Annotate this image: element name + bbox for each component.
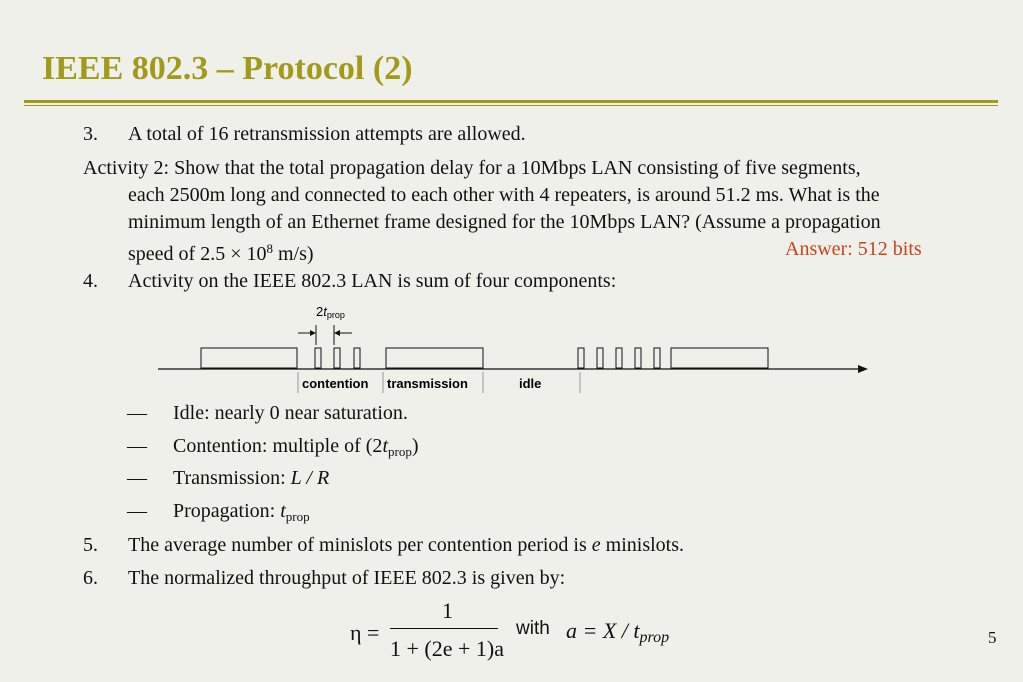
speed-unit: m/s) [272, 243, 314, 265]
title-rule [24, 100, 998, 103]
formula-a-definition: $a = X / t_{prop}$ [566, 618, 670, 646]
segment-label-contention: contention [302, 376, 369, 391]
formula-denominator: 1 + (2e + 1)a [390, 636, 504, 661]
segment-label-idle: idle [519, 376, 542, 391]
fraction-bar [390, 628, 498, 629]
list-number: 3. [83, 123, 98, 145]
list-text: The average number of minislots per contention period is e minislots. [128, 534, 685, 556]
dash-marker: — [127, 500, 147, 522]
minislot [334, 348, 340, 368]
formula-eta: η = [350, 620, 380, 645]
segment-label-transmission: transmission [387, 376, 468, 391]
frame-block [386, 348, 483, 368]
channel-activity-diagram [150, 300, 880, 400]
arrowhead-right [334, 330, 340, 336]
sub-item-text: Transmission: L / R [173, 467, 330, 489]
activity-line-4 [128, 237, 314, 266]
list-number: 5. [83, 534, 98, 556]
minislot [578, 348, 584, 368]
frame-block [201, 348, 297, 368]
list-number: 4. [83, 270, 98, 292]
arrowhead-left [310, 330, 316, 336]
slide-title: IEEE 802.3 – Protocol (2) [42, 50, 413, 87]
minislot [616, 348, 622, 368]
answer-text: Answer: 512 bits [785, 238, 922, 260]
speed-text: speed of 2.5 × 10 [128, 243, 267, 265]
formula-with: with [516, 618, 550, 639]
title-rule-thin [24, 105, 998, 106]
minislot [654, 348, 660, 368]
time-axis-arrowhead [858, 365, 868, 373]
sub-item-text: Idle: nearly 0 near saturation. [173, 402, 408, 424]
speed-exponent: 8 [266, 241, 273, 256]
minislot [597, 348, 603, 368]
list-text: The normalized throughput of IEEE 802.3 is given by: [128, 567, 566, 589]
frame-block [671, 348, 768, 368]
minislot [354, 348, 360, 368]
sub-item-text: Contention: multiple of $(2t_{prop})$ [173, 435, 419, 459]
minislot [635, 348, 641, 368]
dash-marker: — [127, 467, 147, 489]
throughput-formula [350, 598, 690, 668]
dash-marker: — [127, 402, 147, 424]
minislot [315, 348, 321, 368]
list-number: 6. [83, 567, 98, 589]
list-text: A total of 16 retransmission attempts are allowed. [128, 123, 526, 145]
activity-line-1: Activity 2: Show that the total propagation delay for a 10Mbps LAN consisting of five segments, [83, 157, 861, 179]
dash-marker: — [127, 435, 147, 457]
page-number: 5 [988, 628, 997, 647]
activity-line-2: each 2500m long and connected to each other with 4 repeaters, is around 51.2 ms. What is the [128, 184, 880, 206]
sub-item-text: Propagation: $t_{prop}$ [173, 500, 310, 524]
list-text: Activity on the IEEE 802.3 LAN is sum of four components: [128, 270, 617, 292]
label-2t: 2tprop [316, 304, 345, 320]
activity-line-3: minimum length of an Ethernet frame designed for the 10Mbps LAN? (Assume a propagation [128, 211, 881, 233]
formula-numerator: 1 [442, 598, 453, 623]
